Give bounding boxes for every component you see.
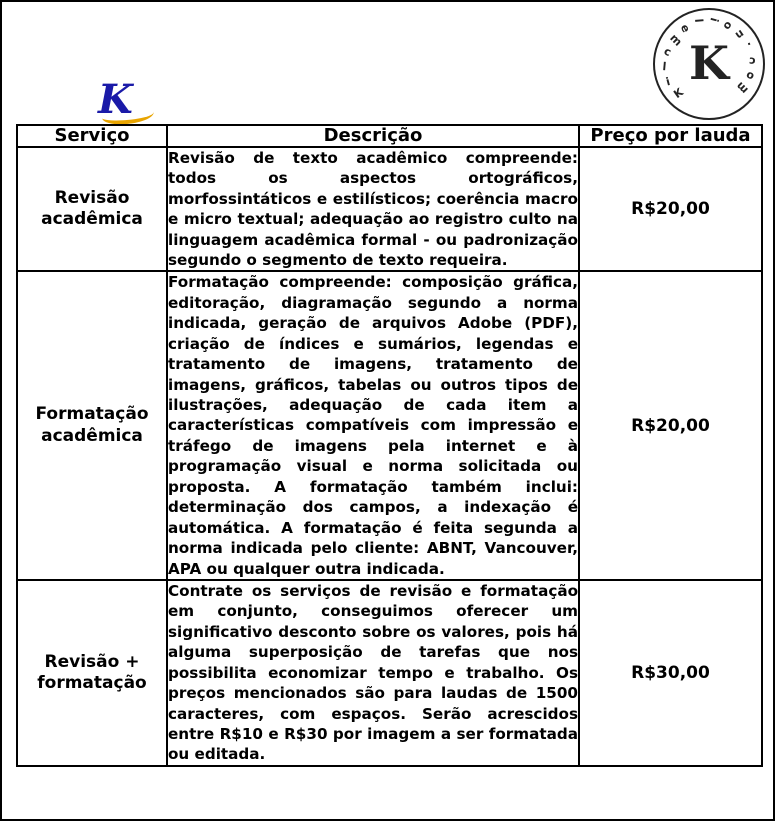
header-preco: Preço por lauda [579, 125, 762, 147]
cell-servico: Revisão acadêmica [17, 147, 167, 272]
k-logo-swoosh-icon [102, 105, 155, 126]
cell-preco: R$20,00 [579, 271, 762, 580]
table-header-row [17, 125, 762, 147]
cell-descricao: Revisão de texto acadêmico compreende: todos os aspectos ortográficos, morfossintáticos e estilísticos; coerência macro e micro textual; adequação ao registro culto na linguagem acadêmica formal - ou padronização segundo o segmento de texto requeira. [167, 147, 579, 272]
cell-servico: Formatação acadêmica [17, 271, 167, 580]
price-table-container [16, 124, 759, 767]
table-row [17, 580, 762, 766]
table-row [17, 147, 762, 272]
cell-preco: R$20,00 [579, 147, 762, 272]
header-servico: Serviço [17, 125, 167, 147]
k-logo [98, 76, 158, 126]
price-table [16, 124, 763, 767]
watermark-ring-text: K i l c m e l i o n . c o m [661, 16, 757, 102]
header-descricao: Descrição [167, 125, 579, 147]
cell-preco: R$30,00 [579, 580, 762, 766]
watermark-stamp [653, 8, 765, 120]
watermark-center-letter: K [689, 36, 729, 91]
cell-servico: Revisão + formatação [17, 580, 167, 766]
cell-descricao: Formatação compreende: composição gráfica, editoração, diagramação segundo a norma indicada, geração de arquivos Adobe (PDF), criação de índices e sumários, legendas e tratamento de imagens, tratamento de imagens, gráficos, tabelas ou outros tipos de ilustrações, adequação de cada item a características compatíveis com impressão e tráfego de imagens pela internet e à programação visual e norma solicitada ou proposta. A formatação também inclui: determinação dos campos, a indexação é automática. A formatação é feita segunda a norma indicada pelo cliente: ABNT, Vancouver, APA ou qualquer outra indicada. [167, 271, 579, 580]
table-row [17, 271, 762, 580]
k-logo-letter: K [98, 76, 133, 123]
cell-descricao: Contrate os serviços de revisão e formatação em conjunto, conseguimos oferecer um significativo desconto sobre os valores, pois há alguma superposição de tarefas que nos possibilita economizar tempo e trabalho. Os preços mencionados são para laudas de 1500 caracteres, com espaços. Serão acrescidos entre R$10 e R$30 por imagem a ser formatada ou editada. [167, 580, 579, 766]
